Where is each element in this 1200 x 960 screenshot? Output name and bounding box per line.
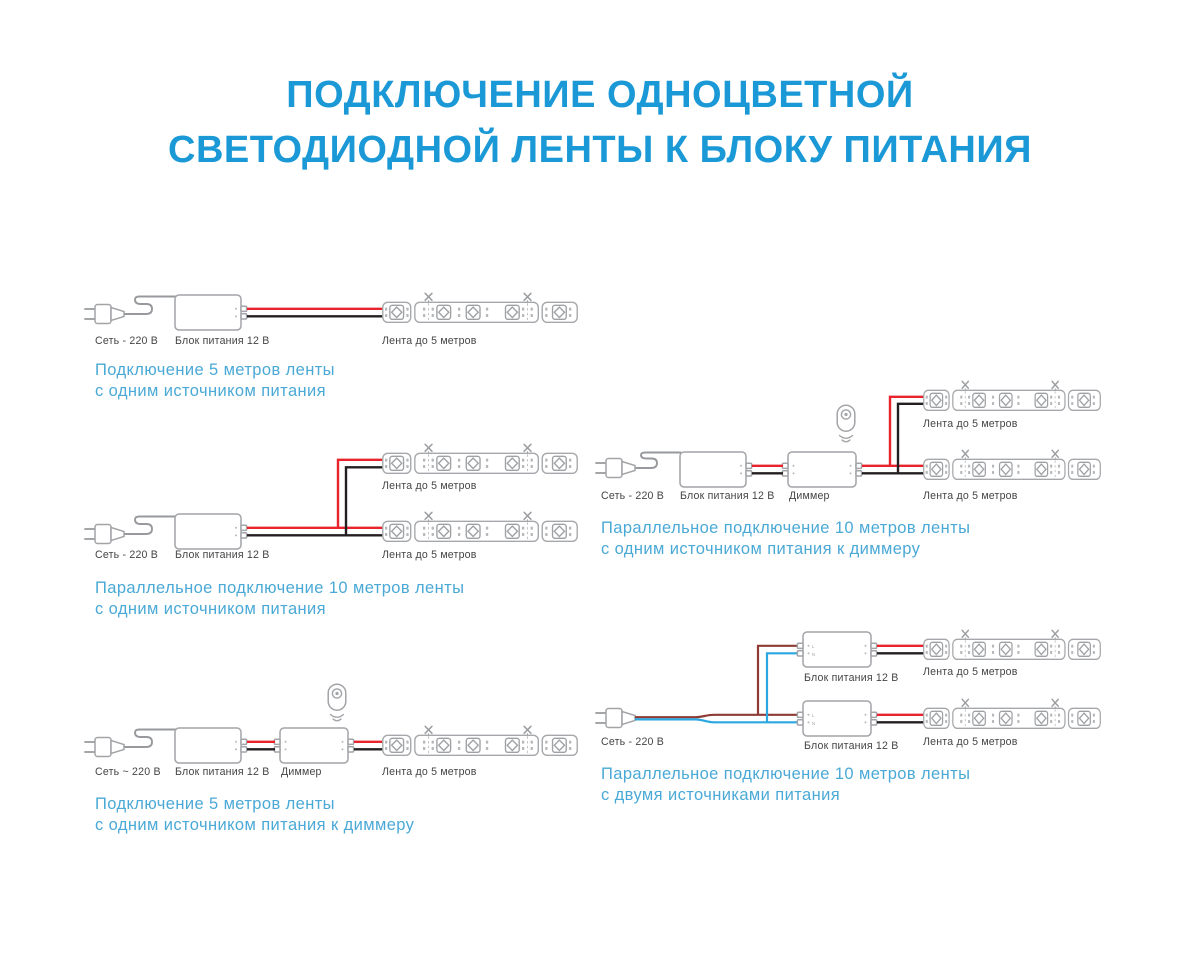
caption-line: Параллельное подключение 10 метров ленты	[95, 579, 465, 597]
caption-line: Параллельное подключение 10 метров ленты	[601, 765, 971, 783]
caption-line: с одним источником питания к диммеру	[601, 539, 921, 558]
component-label: Сеть ~ 220 В	[95, 766, 161, 778]
led-strip	[924, 450, 1101, 479]
dimmer-box	[274, 728, 353, 763]
caption-line: Параллельное подключение 10 метров ленты	[601, 519, 971, 537]
component-label: Блок питания 12 В	[175, 766, 270, 778]
power-supply-box-bottom	[797, 701, 876, 736]
diagram-5-caption	[601, 764, 970, 805]
caption-line: с одним источником питания	[95, 599, 326, 618]
component-label: Лента до 5 метров	[382, 549, 477, 561]
plug-icon	[85, 525, 124, 544]
component-label: Лента до 5 метров	[382, 766, 477, 778]
wire-black	[247, 467, 383, 535]
terminal-label-n: N	[812, 652, 816, 657]
component-label: Лента до 5 метров	[382, 480, 477, 492]
wire-blue	[635, 653, 798, 722]
power-supply-box	[175, 295, 247, 330]
power-supply-box	[175, 514, 247, 549]
plug-icon	[596, 459, 635, 478]
caption-line: с одним источником питания к диммеру	[95, 815, 415, 834]
wire-black	[877, 653, 924, 722]
component-label: Лента до 5 метров	[382, 335, 477, 347]
diagram-2-caption	[95, 578, 464, 619]
component-label: Диммер	[789, 490, 830, 502]
dimmer-box	[782, 452, 861, 487]
component-label: Сеть - 220 В	[95, 549, 159, 561]
power-cable	[635, 453, 681, 469]
caption-line: с двумя источниками питания	[601, 785, 841, 804]
power-supply-box	[680, 452, 752, 487]
diagram-3-caption	[95, 794, 414, 835]
led-strip	[383, 512, 577, 541]
diagram-4-caption	[601, 518, 970, 559]
remote-icon	[837, 405, 855, 442]
page-title	[0, 68, 1200, 178]
led-strip	[924, 699, 1101, 728]
plug-icon	[596, 709, 635, 728]
component-label: Лента до 5 метров	[923, 490, 1018, 502]
plug-icon	[85, 305, 124, 324]
diagram-5	[596, 630, 1100, 752]
component-label: Лента до 5 метров	[923, 736, 1018, 748]
terminal-label-l: L	[812, 644, 815, 649]
diagram-2	[85, 444, 577, 561]
component-label: Блок питания 12 В	[804, 740, 899, 752]
caption-line: с одним источником питания	[95, 381, 326, 400]
power-supply-box	[175, 728, 247, 763]
component-label: Блок питания 12 В	[804, 672, 899, 684]
page-title-line2: СВЕТОДИОДНОЙ ЛЕНТЫ К БЛОКУ ПИТАНИЯ	[168, 129, 1032, 171]
component-label: Сеть - 220 В	[601, 736, 665, 748]
diagram-1-caption	[95, 360, 335, 401]
component-label: Блок питания 12 В	[680, 490, 775, 502]
caption-line: Подключение 5 метров ленты	[95, 361, 335, 379]
power-cable	[124, 297, 176, 315]
plug-icon	[85, 738, 124, 757]
led-strip	[383, 293, 577, 322]
component-label: Сеть - 220 В	[95, 335, 159, 347]
component-label: Диммер	[281, 766, 322, 778]
component-label: Блок питания 12 В	[175, 335, 270, 347]
wire-dark-red	[635, 646, 798, 717]
component-label: Лента до 5 метров	[923, 666, 1018, 678]
component-label: Блок питания 12 В	[175, 549, 270, 561]
remote-icon	[328, 684, 346, 721]
component-label: Сеть - 220 В	[601, 490, 665, 502]
page-title-line1: ПОДКЛЮЧЕНИЕ ОДНОЦВЕТНОЙ	[286, 74, 914, 116]
power-supply-box-top	[797, 632, 876, 667]
terminal-label-n: N	[812, 721, 816, 726]
diagram-4	[596, 381, 1100, 502]
led-strip	[924, 630, 1101, 659]
power-cable	[124, 730, 176, 748]
led-strip	[383, 726, 577, 755]
led-strip	[383, 444, 577, 473]
diagram-1	[85, 293, 577, 347]
diagram-3	[85, 684, 577, 778]
component-label: Лента до 5 метров	[923, 418, 1018, 430]
wire-red	[247, 460, 383, 528]
caption-line: Подключение 5 метров ленты	[95, 795, 335, 813]
led-strip	[924, 381, 1101, 410]
power-cable	[124, 517, 176, 535]
terminal-label-l: L	[812, 713, 815, 718]
